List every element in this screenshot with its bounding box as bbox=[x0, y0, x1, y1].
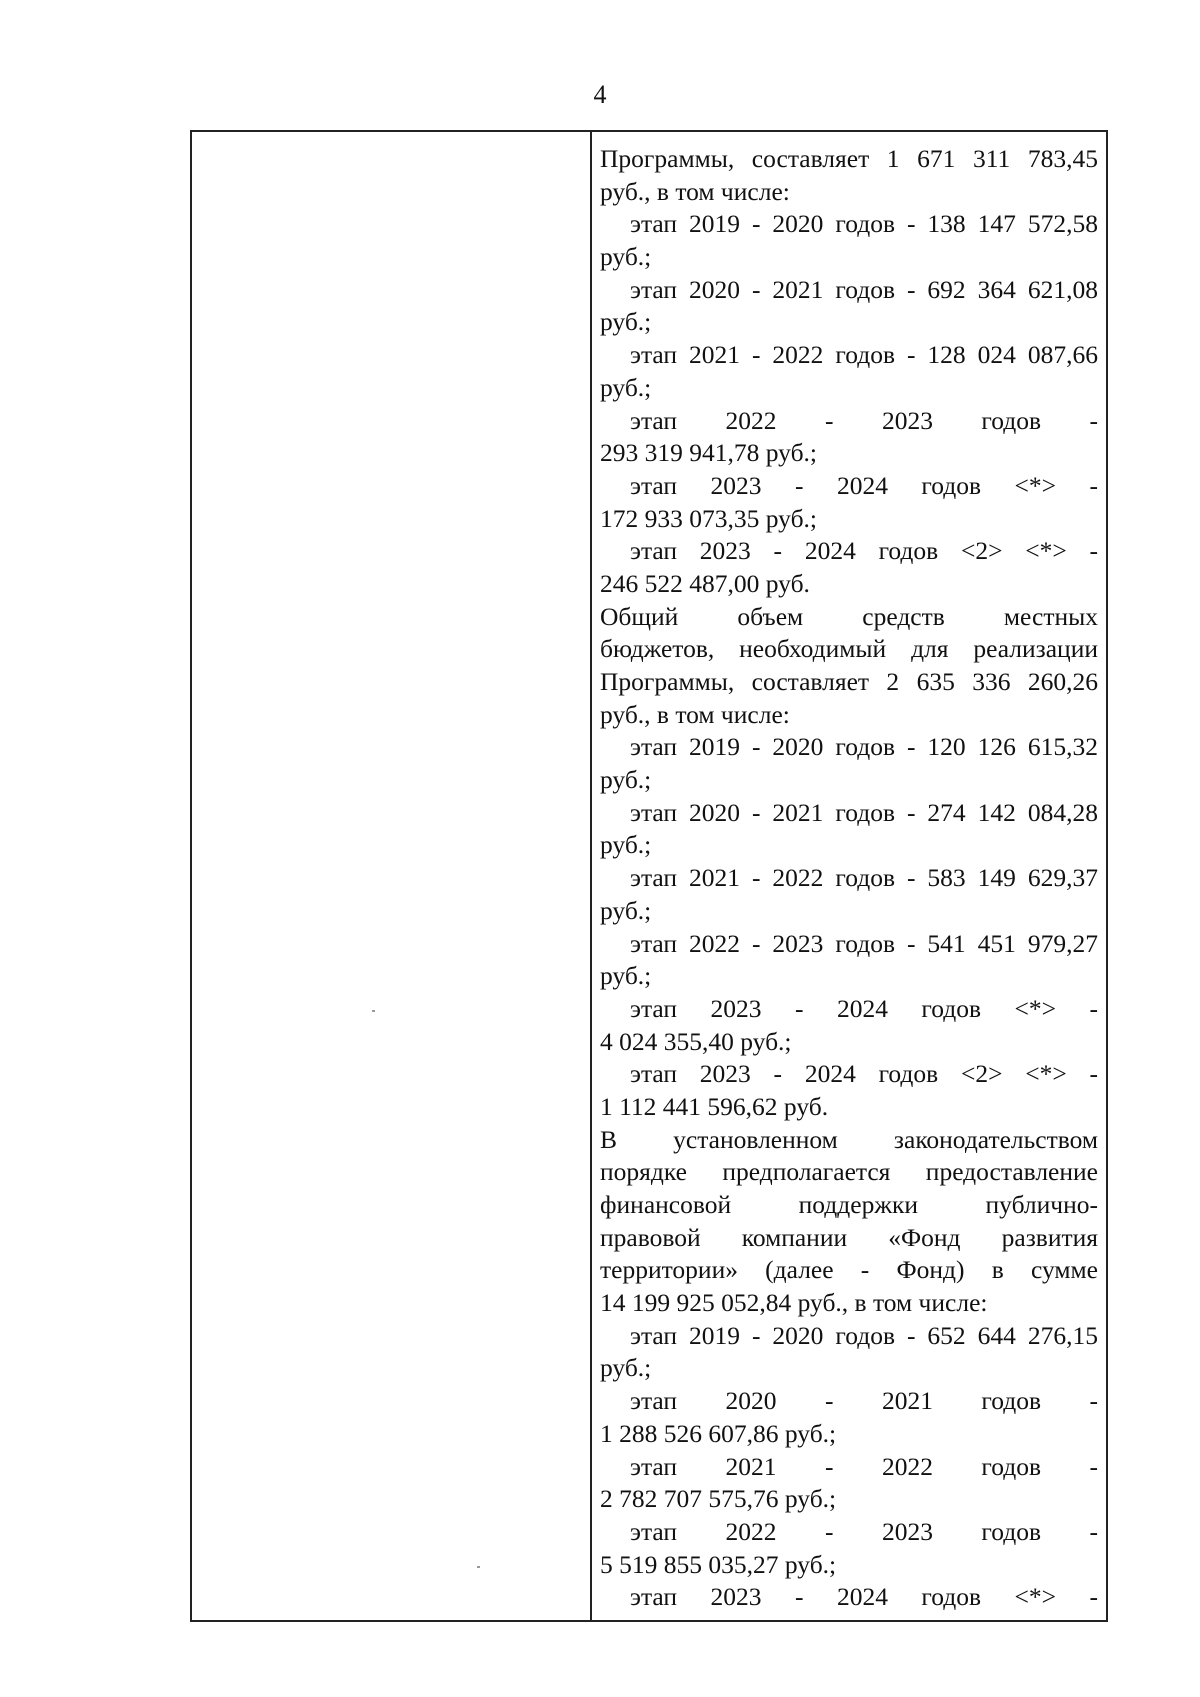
text-line: руб.; bbox=[600, 895, 652, 925]
text-line: 1 288 526 607,86 руб.; bbox=[600, 1418, 837, 1448]
table-right-cell bbox=[592, 132, 1106, 1620]
text-line: этап 2020 - 2021 годов - 692 364 621,08 bbox=[630, 274, 1098, 304]
text-line: этап 2019 - 2020 годов - 138 147 572,58 bbox=[630, 209, 1098, 239]
text-line: 293 319 941,78 руб.; bbox=[600, 438, 818, 468]
text-line: этап 2023 - 2024 годов <2> <*> - bbox=[630, 1059, 1098, 1089]
table-left-cell bbox=[192, 132, 592, 1620]
text-line: 5 519 855 035,27 руб.; bbox=[600, 1549, 837, 1579]
scan-speck bbox=[372, 1010, 375, 1012]
text-line: руб.; bbox=[600, 307, 652, 337]
text-line: финансовой поддержки публично- bbox=[600, 1190, 1098, 1219]
text-line: 246 522 487,00 руб. bbox=[600, 568, 810, 598]
text-line: 2 782 707 575,76 руб.; bbox=[600, 1484, 837, 1514]
text-line: руб., в том числе: bbox=[600, 176, 790, 206]
text-line: этап 2022 - 2023 годов - bbox=[630, 405, 1098, 435]
text-line: 172 933 073,35 руб.; bbox=[600, 503, 818, 533]
text-line: этап 2023 - 2024 годов <2> <*> - bbox=[630, 536, 1098, 566]
text-line: этап 2023 - 2024 годов <*> - bbox=[630, 993, 1098, 1023]
text-line: 1 112 441 596,62 руб. bbox=[600, 1091, 829, 1121]
page-number: 4 bbox=[593, 80, 607, 109]
text-line: 14 199 925 052,84 руб., в том числе: bbox=[600, 1288, 988, 1318]
text-line: 4 024 355,40 руб.; bbox=[600, 1026, 792, 1056]
text-line: этап 2023 - 2024 годов <*> - bbox=[630, 1582, 1098, 1612]
text-line: Программы, составляет 2 635 336 260,26 bbox=[600, 667, 1098, 696]
text-line: этап 2022 - 2023 годов - 541 451 979,27 bbox=[630, 928, 1098, 958]
text-line: бюджетов, необходимый для реализации bbox=[600, 634, 1098, 664]
text-line: руб.; bbox=[600, 242, 652, 272]
text-line: этап 2022 - 2023 годов - bbox=[630, 1516, 1098, 1546]
text-line: В установленном законодательством bbox=[600, 1124, 1098, 1154]
text-line: руб.; bbox=[600, 372, 652, 402]
text-line: руб.; bbox=[600, 765, 652, 795]
text-line: этап 2019 - 2020 годов - 652 644 276,15 bbox=[630, 1320, 1098, 1350]
scan-speck bbox=[477, 1566, 480, 1568]
text-line: этап 2021 - 2022 годов - bbox=[630, 1451, 1098, 1481]
text-line: Программы, составляет 1 671 311 783,45 bbox=[600, 144, 1098, 173]
text-line: Общий объем средств местных bbox=[600, 601, 1098, 631]
text-line: этап 2020 - 2021 годов - bbox=[630, 1386, 1098, 1416]
text-line: руб., в том числе: bbox=[600, 699, 790, 729]
text-line: правовой компании «Фонд развития bbox=[600, 1222, 1098, 1252]
text-line: этап 2021 - 2022 годов - 128 024 087,66 bbox=[630, 340, 1098, 370]
text-line: руб.; bbox=[600, 1353, 652, 1383]
text-line: этап 2021 - 2022 годов - 583 149 629,37 bbox=[630, 863, 1098, 893]
text-line: этап 2023 - 2024 годов <*> - bbox=[630, 470, 1098, 500]
text-line: руб.; bbox=[600, 961, 652, 991]
text-line: руб.; bbox=[600, 830, 652, 860]
text-line: этап 2020 - 2021 годов - 274 142 084,28 bbox=[630, 797, 1098, 827]
text-line: порядке предполагается предоставление bbox=[600, 1157, 1098, 1187]
text-line: этап 2019 - 2020 годов - 120 126 615,32 bbox=[630, 732, 1098, 762]
document-table bbox=[190, 130, 1108, 1622]
text-line: территории» (далее - Фонд) в сумме bbox=[600, 1255, 1098, 1285]
